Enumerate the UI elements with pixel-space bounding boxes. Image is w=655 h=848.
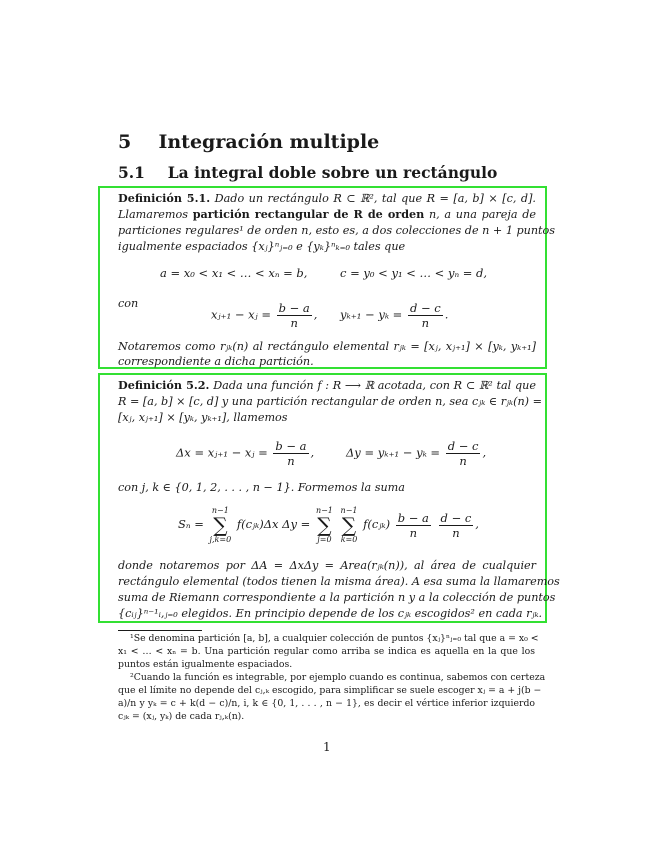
def2-line-5: donde notaremos por ΔA = ΔxΔy = Area(rⱼₖ(n)), al área de cualquier: [118, 559, 536, 572]
definition-5-2: [118, 378, 560, 620]
def2-line-2: R = [a, b] × [c, d] y una partición rectangular de orden n, sea cⱼₖ ∈ rⱼₖ(n) =: [118, 395, 542, 408]
sigma-icon: ∑: [213, 513, 228, 537]
footnote-1-line-3: puntos están igualmente espaciados.: [118, 659, 293, 670]
sum-operator: [316, 506, 333, 544]
subsection-heading: [118, 163, 497, 182]
def1-eq2-left: xⱼ₊₁ − xⱼ = $\frac{b - a}{n}$ ,: [211, 301, 318, 330]
sum-operator: [210, 506, 232, 544]
def1-eq2-left-fraction: [277, 301, 312, 330]
sum-upper: n−1: [211, 506, 229, 515]
def1-text-1: Dado un rectángulo R ⊂ ℝ², tal que R = [a, b] × [c, d].: [214, 192, 536, 205]
sum2-fraction-2: [439, 511, 474, 540]
def2-line-8: {cᵢⱼ}ⁿ⁻¹ᵢ,ⱼ₌₀ elegidos. En principio depende de los cⱼₖ escogidos² en cada rⱼₖ.: [118, 607, 543, 620]
def1-con: con: [118, 297, 139, 310]
sum-upper: n−1: [315, 506, 333, 515]
fraction-numerator: d − c: [409, 301, 441, 315]
def1-eq2-right-lhs: yₖ₊₁ − yₖ =: [340, 307, 403, 322]
sum-lower: j=0: [317, 535, 332, 544]
sum2-fraction-1: [396, 511, 431, 540]
sum-lower: k=0: [340, 535, 358, 544]
subsection-number: 5.1: [118, 163, 145, 182]
fraction-numerator: d − c: [440, 510, 472, 525]
fraction-numerator: d − c: [447, 439, 479, 453]
sigma-icon: ∑: [341, 513, 357, 537]
page-number: 1: [323, 740, 331, 754]
def2-riemann-sum: Sₙ = n−1 ∑ j,k=0 f(cⱼₖ)Δx Δy = n−1 ∑ j=0 n−1 ∑ k=0 f(cⱼₖ) $\frac{b - a}{n}$ $\frac{d - c}{n}$ ,: [178, 506, 479, 544]
def1-eq2-left-lhs: xⱼ₊₁ − xⱼ =: [211, 307, 271, 322]
def2-line-6: rectángulo elemental (todos tienen la misma área). A esa suma la llamaremos: [118, 575, 560, 588]
fraction-numerator: b − a: [275, 439, 307, 453]
fraction-numerator: b − a: [397, 510, 429, 525]
def2-text-1: Dada una función f : R ⟶ ℝ acotada, con R ⊂ ℝ² tal que: [213, 379, 536, 392]
footnote-1-line-1: ¹Se denomina partición [a, b], a cualquier colección de puntos {xⱼ}ⁿⱼ₌₀ tal que a = x₀ <: [130, 633, 539, 644]
def2-line-7: suma de Riemann correspondiente a la partición n y a la colección de puntos: [118, 591, 556, 604]
def1-label: Definición 5.1.: [118, 191, 211, 205]
def2-line-3: [xⱼ, xⱼ₊₁] × [yₖ, yₖ₊₁], llamemos: [118, 411, 288, 424]
footnote-2-line-1: ²Cuando la función es integrable, por ejemplo cuando es continua, sabemos con certeza: [130, 672, 546, 683]
def1-line-4: igualmente espaciados {xⱼ}ⁿⱼ₌₀ e {yₖ}ⁿₖ₌₀ tales que: [118, 240, 406, 253]
footnote-rule: [118, 630, 202, 631]
def1-eq1-right: c = y₀ < y₁ < … < yₙ = d,: [340, 266, 488, 280]
def1-text-2a: Llamaremos: [118, 208, 189, 221]
def1-text-2c: n, a una pareja de: [428, 208, 536, 221]
footnote-2-line-4: cⱼₖ = (xⱼ, yₖ) de cada rⱼ,ₖ(n).: [118, 711, 245, 722]
fraction-denominator: n: [409, 525, 418, 540]
def2-eq1-left-lhs: Δx = xⱼ₊₁ − xⱼ =: [176, 445, 268, 460]
def2-line-1: [118, 378, 536, 393]
def1-line-3: particiones regulares¹ de orden n, esto es, a dos colecciones de n + 1 puntos: [118, 224, 556, 237]
section-title: Integración multiple: [158, 131, 380, 153]
sum2-body: f(cⱼₖ): [363, 517, 391, 531]
def2-eq1-left-fraction: [273, 439, 308, 468]
def1-line-2: [118, 207, 536, 222]
sum-body: f(cⱼₖ)Δx Δy =: [236, 517, 311, 531]
fraction-denominator: n: [287, 454, 295, 468]
sigma-icon: ∑: [317, 513, 332, 537]
def2-label: Definición 5.2.: [118, 378, 210, 392]
def1-eq2-right-fraction: [408, 301, 443, 330]
footnote-1-line-2: x₁ < … < xₙ = b. Una partición regular como arriba se indica es aquella en la que los: [118, 646, 535, 657]
section-number: 5: [118, 131, 132, 153]
def1-line-1: [118, 191, 536, 206]
fraction-denominator: n: [290, 316, 298, 330]
fraction-denominator: n: [459, 454, 467, 468]
def2-eq1-right: Δy = yₖ₊₁ − yₖ = $\frac{d - c}{n}$ ,: [346, 439, 487, 468]
sum-operator: [341, 506, 358, 544]
fraction-numerator: b − a: [278, 301, 310, 315]
fraction-denominator: n: [421, 316, 430, 330]
def1-line-5: Notaremos como rⱼₖ(n) al rectángulo elemental rⱼₖ = [xⱼ, xⱼ₊₁] × [yₖ, yₖ₊₁]: [118, 340, 536, 353]
footnote-2-line-3: a)/n y yₖ = c + k(d − c)/n, i, k ∈ {0, 1, . . . , n − 1}, es decir el vértice inferior izquierdo: [118, 698, 535, 709]
def1-eq2-right: yₖ₊₁ − yₖ = $\frac{d - c}{n}$ .: [340, 301, 449, 330]
definition-5-1: [118, 191, 556, 368]
def2-line-4: con j, k ∈ {0, 1, 2, . . . , n − 1}. Formemos la suma: [118, 481, 405, 494]
subsection-title: La integral doble sobre un rectángulo: [167, 163, 498, 182]
fraction-denominator: n: [452, 525, 460, 540]
def1-line-6: correspondiente a dicha partición.: [118, 355, 314, 368]
def1-term: partición rectangular de R de orden: [192, 207, 425, 221]
def2-eq1-right-lhs: Δy = yₖ₊₁ − yₖ =: [346, 445, 441, 460]
def1-eq1-left: a = x₀ < x₁ < … < xₙ = b,: [160, 266, 308, 280]
sum-lhs: Sₙ =: [178, 517, 204, 531]
def2-eq1-left: Δx = xⱼ₊₁ − xⱼ = $\frac{b - a}{n}$ ,: [176, 439, 315, 468]
sum-lower: j,k=0: [209, 535, 232, 544]
def2-eq1-right-fraction: [446, 439, 481, 468]
section-heading: [118, 131, 379, 153]
sum-upper: n−1: [340, 506, 358, 515]
footnote-2-line-2: que el límite no depende del cⱼ,ₖ escogido, para simplificar se suele escoger xⱼ = a + j(b −: [118, 685, 542, 696]
